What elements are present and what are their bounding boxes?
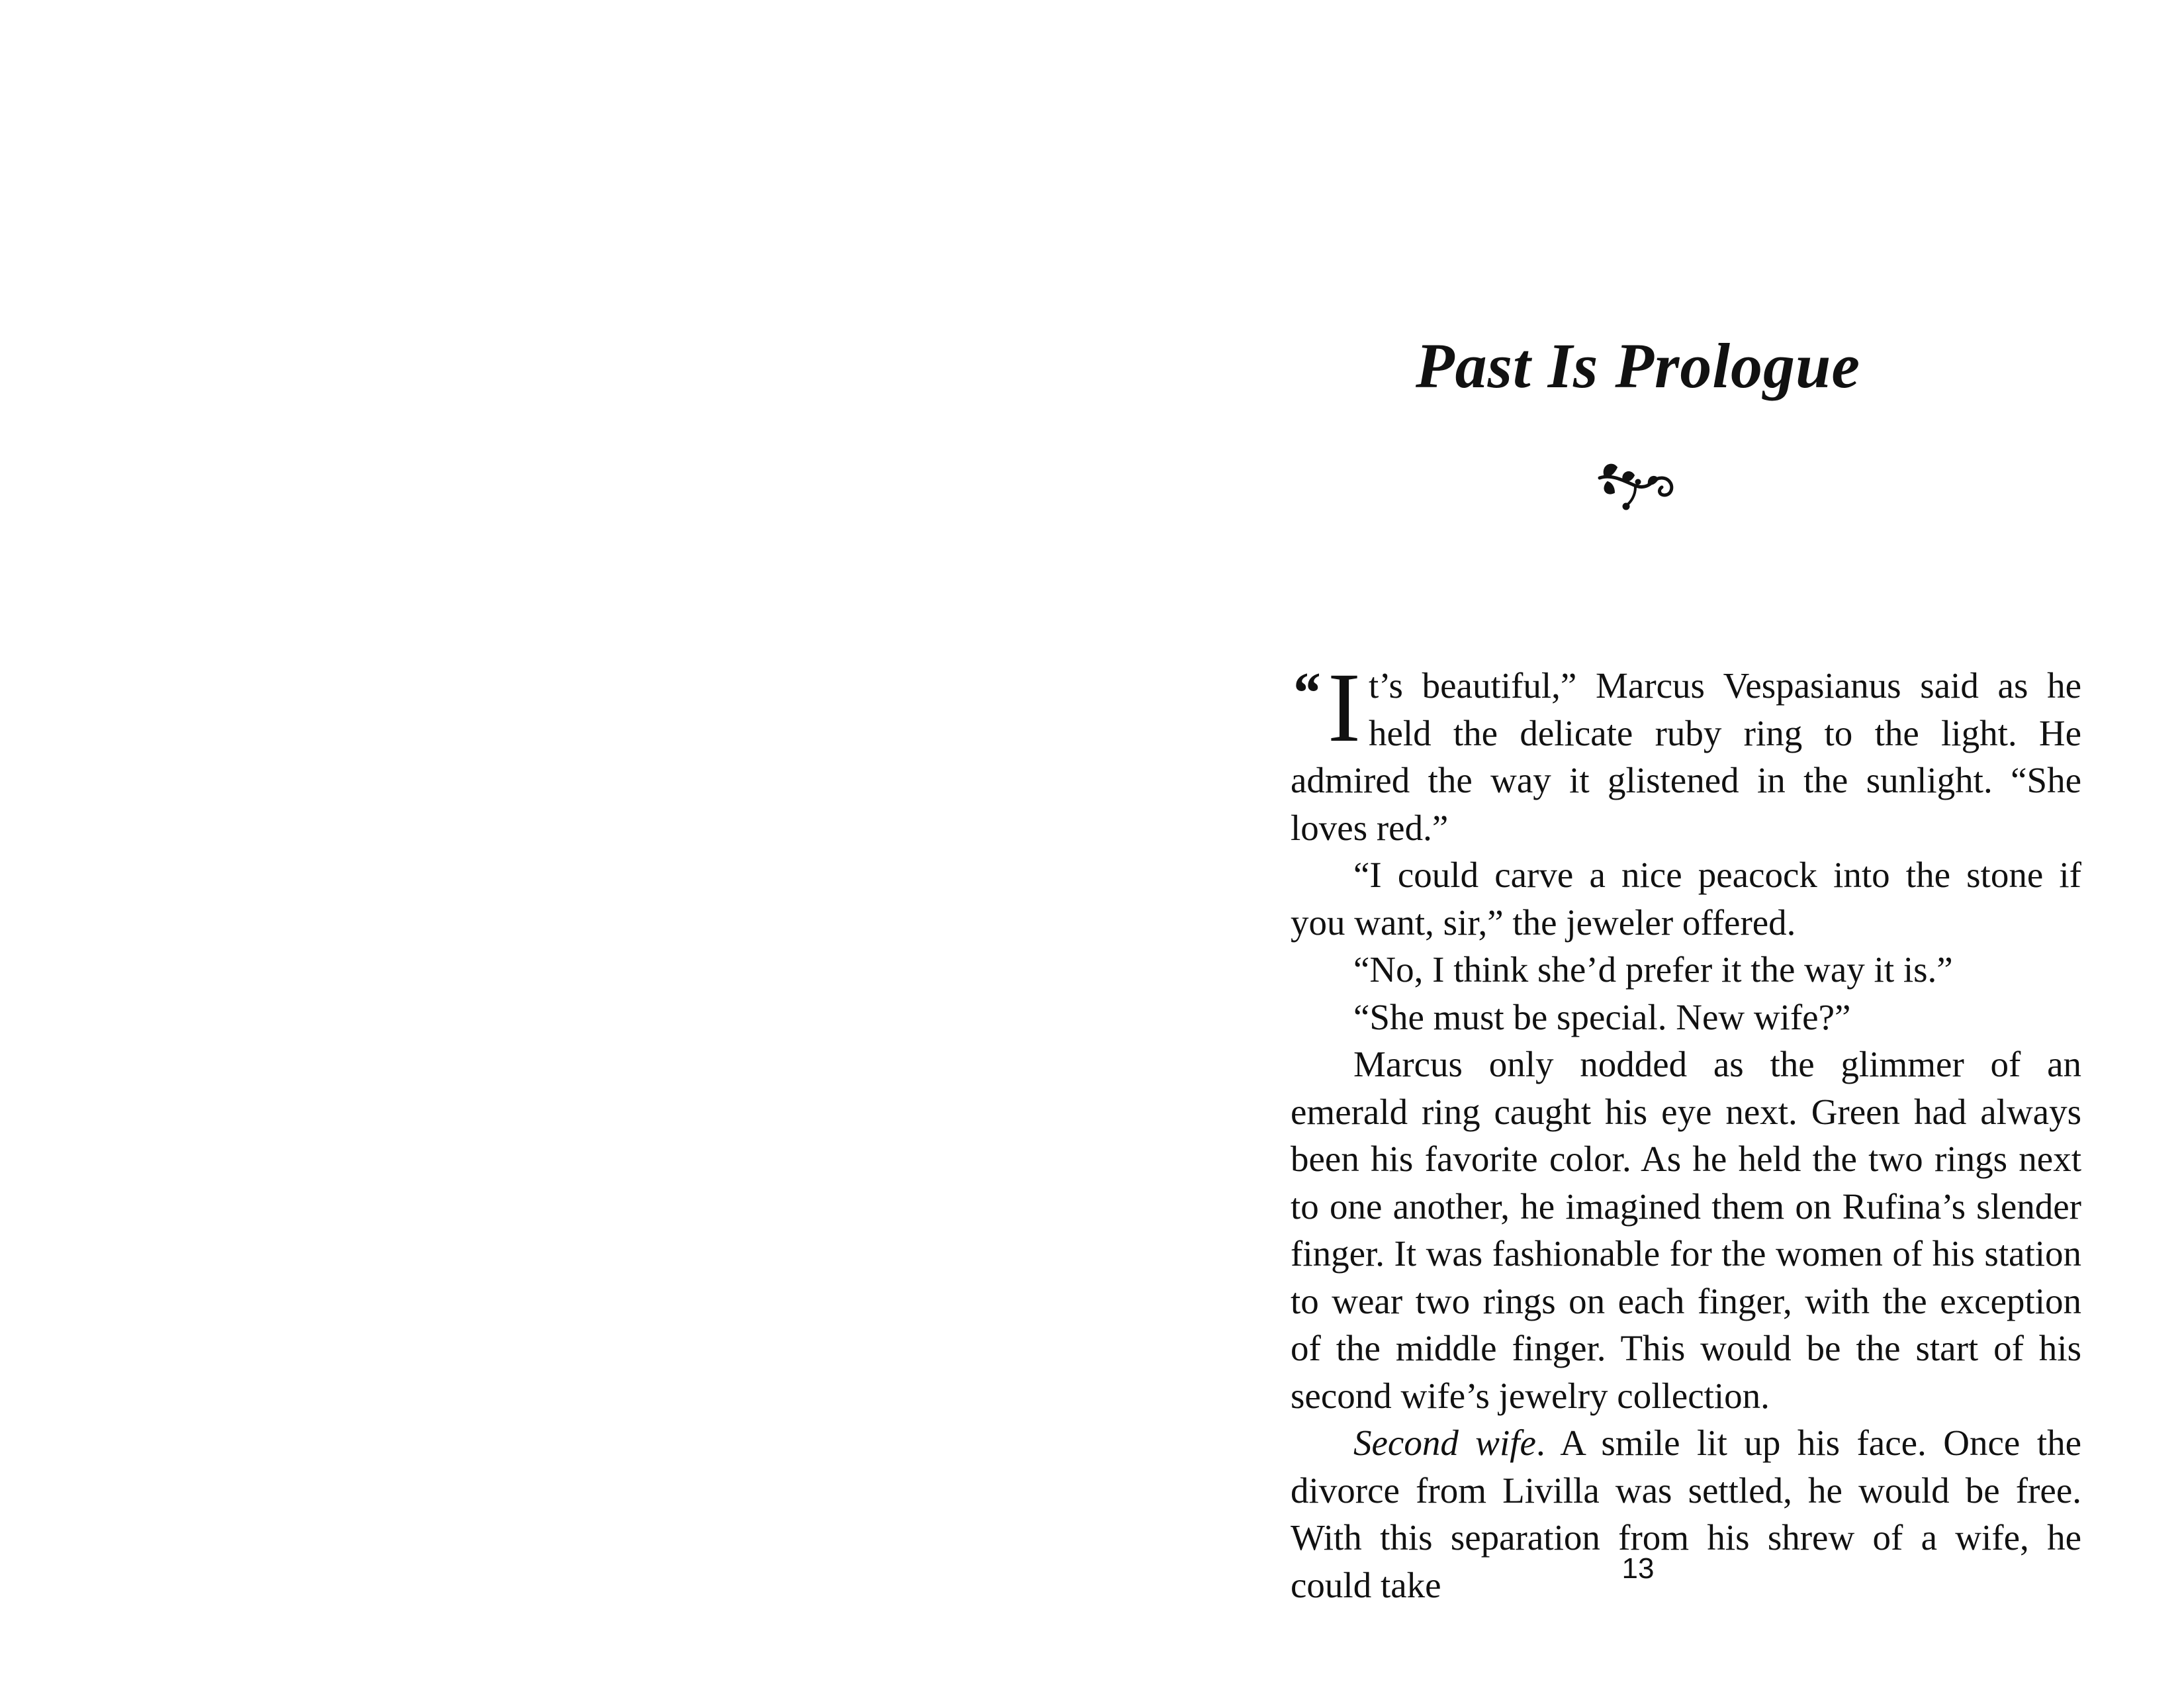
dropcap [1291, 653, 1361, 763]
paragraph-3 [1291, 946, 2081, 994]
right-page [1092, 0, 2184, 1688]
dropcap-letter: I [1328, 653, 1361, 763]
paragraph-4 [1291, 994, 2081, 1041]
paragraph-1 [1291, 653, 2081, 851]
page-number: 13 [1621, 1552, 1655, 1585]
paragraph-text: t’s beautiful,” Marcus Vespasianus said as he held the delicate ruby ring to the light. He admired the way it glistened in the sunlight. “She loves red.” [1291, 665, 2081, 848]
dropcap-quote-mark: “ [1291, 661, 1320, 726]
ornament-container [1092, 450, 2184, 516]
paragraph-text: Marcus only nodded as the glimmer of an emerald ring caught his eye next. Green had always been his favorite color. As he held the two rings next to one another, he imagined them on Rufina’s slender finger. It was fashionable for the women of his station to wear two rings on each finger, with the exception of the middle finger. This would be the start of his second wife’s jewelry collection. [1291, 1044, 2081, 1416]
paragraph-text: “No, I think she’d prefer it the way it is.” [1353, 949, 1953, 990]
chapter-body [1291, 653, 2082, 1609]
paragraph-text: “I could carve a nice peacock into the stone if you want, sir,” the jeweler offered. [1291, 855, 2081, 943]
paragraph-text: “She must be special. New wife?” [1353, 996, 1851, 1037]
paragraph-text: . A smile lit up his face. Once the divorce from Livilla was settled, he would be free. With this separation from his shrew of a wife, he could take [1291, 1423, 2082, 1605]
chapter-title: Past Is Prologue [1415, 330, 1861, 401]
paragraph-5 [1291, 1041, 2081, 1419]
italic-lead: Second wife [1353, 1423, 1536, 1463]
floral-vine-ornament-icon [1592, 450, 1684, 516]
paragraph-2 [1291, 851, 2081, 946]
